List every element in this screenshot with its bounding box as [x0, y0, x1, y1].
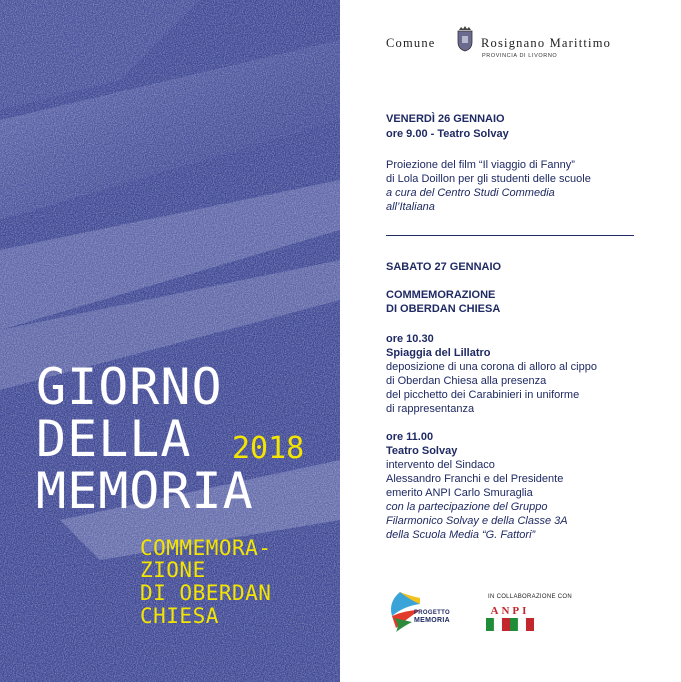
event2-part1-line-2: di Oberdan Chiesa alla presenza: [386, 375, 547, 387]
cover-panel: [0, 0, 340, 682]
event2-part1-time: ore 10.30: [386, 333, 434, 345]
event2-part1-place: Spiaggia del Lillatro: [386, 347, 491, 359]
event2-date: SABATO 27 GENNAIO: [386, 261, 502, 273]
comune-name: Rosignano Marittimo: [481, 36, 612, 50]
cover-subtitle-line-4: CHIESA: [140, 604, 219, 628]
event2-part2-time: ore 11.00: [386, 431, 434, 443]
event2-part2-italic-3: della Scuola Media “G. Fattori”: [386, 529, 536, 541]
event2-part1-line-3: del picchetto dei Carabinieri in uniforme: [386, 389, 580, 401]
event2-part2-italic-2: Filarmonico Solvay e della Classe 3A: [386, 515, 568, 527]
progetto-memoria-logo: [386, 588, 456, 634]
comune-word: Comune: [386, 36, 436, 50]
section-divider: [386, 235, 634, 236]
memoria-label: MEMORIA: [414, 617, 450, 624]
cover-subtitle-line-1: COMMEMORA-: [140, 536, 272, 560]
cover-title-line-3: MEMORIA: [36, 462, 254, 520]
event1-date: VENERDÌ 26 GENNAIO: [386, 113, 505, 125]
event2-part2-italic-1: con la partecipazione del Gruppo: [386, 501, 548, 513]
event1-italic-2: all’Italiana: [386, 201, 435, 213]
event1-line-1: Proiezione del film “Il viaggio di Fanny”: [386, 159, 575, 171]
event2-part1-line-1: deposizione di una corona di alloro al cippo: [386, 361, 597, 373]
anpi-title: ANPI: [490, 605, 530, 617]
progetto-label: PROGETTO: [414, 610, 450, 616]
event1-time-place: ore 9.00 - Teatro Solvay: [386, 128, 509, 140]
event2-part2-line-3: emerito ANPI Carlo Smuraglia: [386, 487, 533, 499]
cover-subtitle-line-3: DI OBERDAN: [140, 581, 272, 605]
province-label: PROVINCIA DI LIVORNO: [482, 53, 558, 59]
anpi-logo: [486, 605, 534, 631]
event2-part2-place: Teatro Solvay: [386, 445, 458, 457]
event1-italic-1: a cura del Centro Studi Commedia: [386, 187, 555, 199]
event2-heading-2: DI OBERDAN CHIESA: [386, 303, 501, 315]
cover-title-line-1: GIORNO: [36, 358, 223, 416]
event2-part2-line-2: Alessandro Franchi e del Presidente: [386, 473, 564, 485]
cover-year: 2018: [232, 431, 305, 466]
cover-title-line-2: DELLA: [36, 410, 192, 468]
cover-subtitle-line-2: ZIONE: [140, 558, 206, 582]
event2-heading-1: COMMEMORAZIONE: [386, 289, 496, 301]
collaboration-label: IN COLLABORAZIONE CON: [488, 594, 572, 600]
program-panel: [340, 0, 681, 682]
crest-icon: [456, 26, 474, 52]
event2-part1-line-4: di rappresentanza: [386, 403, 475, 415]
event2-part2-line-1: intervento del Sindaco: [386, 459, 495, 471]
flag-stripes-icon: [486, 618, 534, 631]
event1-line-2: di Lola Doillon per gli studenti delle scuole: [386, 173, 591, 185]
